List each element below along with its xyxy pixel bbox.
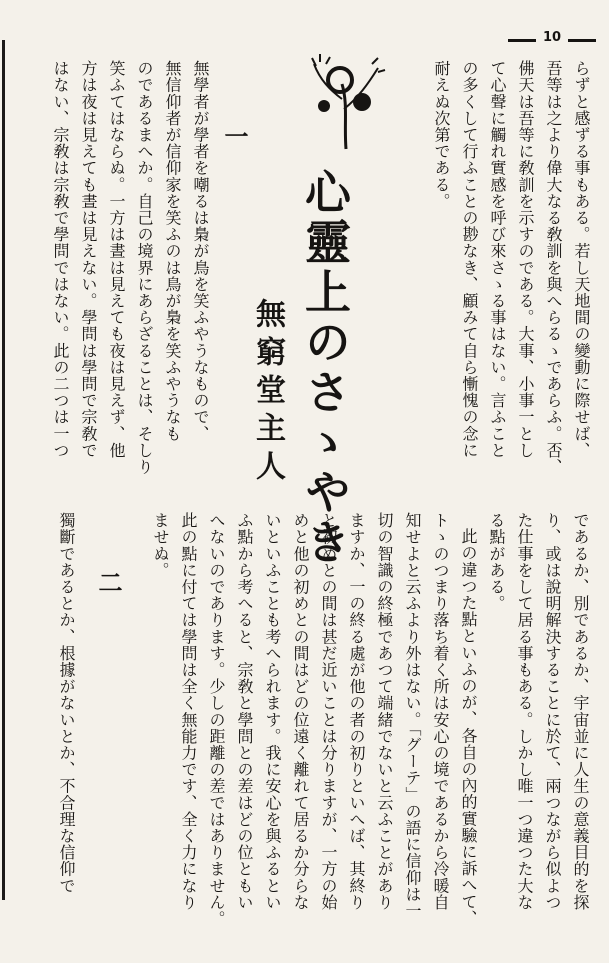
bottom-column-4: る點がある。	[487, 512, 506, 612]
section-one-column-6: はない、宗敎は宗敎で學問ではない。此の二つは一つ	[51, 60, 70, 459]
top-column-2: 吾等は之より偉大なる敎訓を與へらるゝであらふ。否、	[544, 60, 563, 475]
floral-ornament-icon	[306, 54, 386, 154]
bottom-column-11: めと他の初めとの間はどの位遠く離れて居るか分らな	[291, 512, 310, 911]
bottom-column-16: ませぬ。	[151, 512, 170, 579]
page-number-rule-left	[508, 39, 536, 42]
page-number: 10	[542, 30, 562, 45]
bottom-column-5: 此の違つた點といふのが、各自の內的實驗に訴へて、	[459, 528, 478, 927]
bottom-column-3: た仕事をして居る事もある。しかし唯一つ違つた大な	[515, 512, 534, 911]
section-one-column-2: 無信仰者が信仰家を笑ふのは鳥が梟を笑ふやうなも	[163, 60, 182, 442]
top-column-5: の多くして行ふことの尠なき、顧みて自ら慚愧の念に	[460, 60, 479, 459]
bottom-column-6: トゝのつまり落ち着く所は安心の境であるから冷暖自	[431, 512, 450, 911]
section-one-column-3: のであるまへか。自己の境界にあらざることは、そしり	[135, 60, 154, 475]
page-number-rule-right	[568, 39, 596, 42]
section-one-number: 一	[220, 124, 249, 148]
top-column-3: 佛天は吾等に敎訓を示すのである。大事、小事一とし	[516, 60, 535, 459]
article-title: 心靈上のさゝやき	[298, 168, 352, 568]
bottom-column-12: いといふことも考へられます。我に安心を與ふるとい	[263, 512, 282, 911]
bottom-column-15: 此の點に付ては學問は全く無能力です、全く力になり	[179, 512, 198, 911]
bottom-column-13: ふ點から考へると、宗敎と學問との差はどの位ともい	[235, 512, 254, 911]
bottom-column-9: ますか、一の終る處が他の者の初りといへば、其終り	[347, 512, 366, 911]
top-column-6: 耐えぬ次第である。	[432, 60, 451, 210]
section-one-column-5: 方は夜は見えても晝は見えない。學問は學問で宗敎で	[79, 60, 98, 459]
section-one-column-4: 笑ふてはならぬ。一方は晝は見えても夜は見えず、他	[107, 60, 126, 459]
page-number-header	[508, 30, 596, 50]
bottom-column-7: 知せよと云ふより外はない。「グーテ」の語に信仰は一	[403, 512, 422, 919]
bottom-column-14: へないのであります。少しの距離の差ではありません。	[207, 512, 226, 927]
bottom-column-10: と初めとの間は甚だ近いことは分りますが、一方の始	[319, 512, 338, 911]
page-edge-line	[2, 40, 5, 900]
section-two-number: 二	[94, 570, 123, 594]
bottom-column-1: であるか、別であるか、宇宙並に人生の意義目的を探	[571, 512, 590, 911]
top-column-1: らずと感ずる事もある。若し天地間の變動に際せば、	[572, 60, 591, 459]
bottom-column-8: 切の智識の終極であつて端緒でないと云ふことがあり	[375, 512, 394, 911]
article-author: 無窮堂主人	[250, 298, 285, 488]
section-one-column-1: 無學者が學者を嘲るは梟が鳥を笑ふやうなもので、	[191, 60, 210, 442]
top-column-4: て心聲に觸れ實感を呼び來さゝる事はない。言ふこと	[488, 60, 507, 459]
section-two-column-1: 獨斷であるとか、根據がないとか、不合理な信仰で	[57, 512, 76, 894]
bottom-column-2: り、或は說明解決することに於て、兩つながら似よつ	[543, 512, 562, 911]
